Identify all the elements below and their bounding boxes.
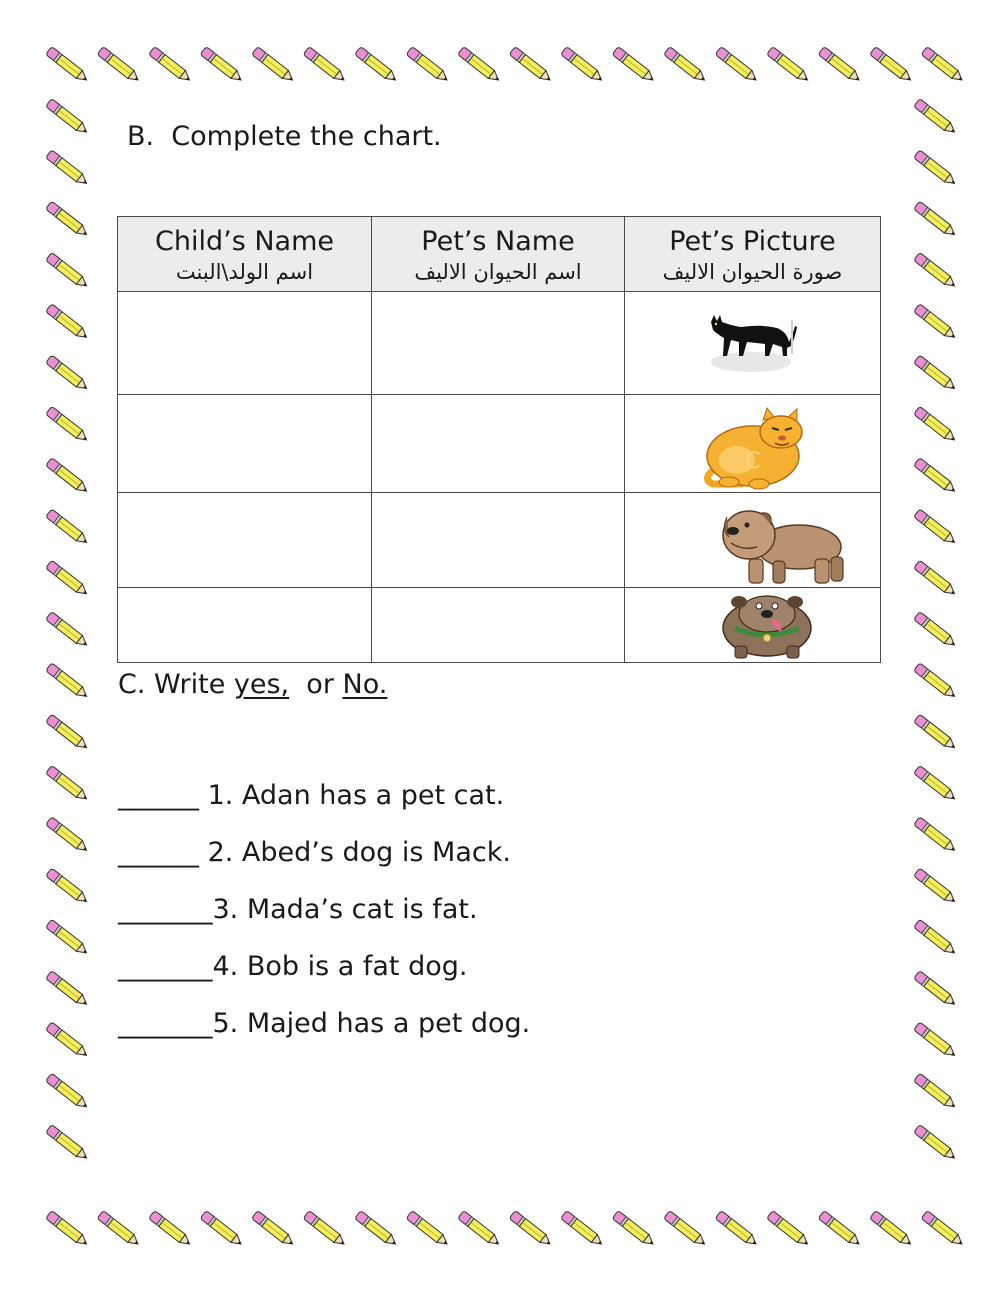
pencil-icon: [664, 1211, 708, 1248]
pencil-icon: [46, 714, 90, 751]
header-label: Child’s Name: [155, 226, 334, 257]
section-b-title: B. Complete the chart.: [127, 121, 442, 152]
pencil-icon: [914, 714, 958, 751]
pencil-icon: [914, 458, 958, 495]
chart-header-row: [118, 217, 881, 292]
header-label: Pet’s Name: [421, 226, 575, 257]
section-c-prefix: C. Write: [118, 669, 234, 700]
pencil-icon: [561, 47, 605, 84]
pet-name-cell[interactable]: [372, 292, 625, 395]
pencil-icon: [46, 150, 90, 187]
sentence-item[interactable]: _______5. Majed has a pet dog.: [118, 1008, 531, 1039]
header-pets-name: [372, 217, 625, 292]
pencil-icon: [664, 47, 708, 84]
pencil-icon: [46, 509, 90, 546]
pencil-icon: [870, 47, 914, 84]
pencil-icon: [46, 355, 90, 392]
pencil-icon: [46, 612, 90, 649]
pencil-icon: [612, 1211, 656, 1248]
pencil-icon: [914, 1073, 958, 1110]
pencil-icon: [921, 47, 965, 84]
pencil-icon: [200, 1211, 244, 1248]
pencil-icon: [46, 47, 90, 84]
sentence-list: [118, 780, 530, 1065]
pencil-icon: [149, 1211, 193, 1248]
child-name-cell[interactable]: [118, 588, 372, 663]
pencil-icon: [355, 1211, 399, 1248]
pencil-icon: [46, 868, 90, 905]
pencil-icon: [914, 817, 958, 854]
pencil-icon: [97, 47, 141, 84]
header-label-arabic: صورة الحيوان الاليف: [662, 260, 843, 284]
sentence-item[interactable]: ______ 2. Abed’s dog is Mack.: [118, 837, 511, 868]
pet-picture-cell: [625, 292, 881, 395]
pencil-icon: [914, 868, 958, 905]
bulldog-icon: [721, 507, 851, 589]
pencil-icon: [46, 971, 90, 1008]
chart-row: [118, 588, 881, 663]
pencil-icon: [252, 47, 296, 84]
svg-text:C: C: [745, 449, 761, 474]
pencil-icon: [46, 1022, 90, 1059]
pet-picture-cell: [625, 588, 881, 663]
pencil-icon: [715, 1211, 759, 1248]
pencil-icon: [46, 1125, 90, 1162]
pencil-icon: [46, 406, 90, 443]
pencil-icon: [914, 765, 958, 802]
pencil-icon: [509, 1211, 553, 1248]
child-name-cell[interactable]: [118, 292, 372, 395]
header-label-arabic: اسم الحيوان الاليف: [414, 260, 582, 284]
pencil-icon: [46, 663, 90, 700]
pencil-icon: [458, 47, 502, 84]
pencil-icon: [914, 971, 958, 1008]
pencil-icon: [767, 1211, 811, 1248]
pencil-icon: [303, 47, 347, 84]
pencil-icon: [870, 1211, 914, 1248]
pencil-icon: [914, 919, 958, 956]
pencil-icon: [406, 47, 450, 84]
child-name-cell[interactable]: [118, 395, 372, 493]
chart-row: [118, 493, 881, 588]
black-cat-icon: [703, 312, 801, 382]
pet-picture-cell: [625, 493, 881, 588]
sentence-item[interactable]: _______4. Bob is a fat dog.: [118, 951, 468, 982]
pencil-icon: [914, 406, 958, 443]
header-label-arabic: اسم الولد\البنت: [175, 260, 314, 284]
pencil-icon: [46, 458, 90, 495]
pencil-icon: [914, 150, 958, 187]
pencil-icon: [46, 99, 90, 136]
pencil-icon: [46, 919, 90, 956]
pencil-icon: [561, 1211, 605, 1248]
pencil-icon: [767, 47, 811, 84]
pencil-icon: [200, 47, 244, 84]
fat-bulldog-with-collar-icon: [721, 588, 813, 660]
sentence-item[interactable]: ______ 1. Adan has a pet cat.: [118, 780, 505, 811]
pencil-icon: [914, 509, 958, 546]
pencil-icon: [921, 1211, 965, 1248]
pencil-icon: [818, 1211, 862, 1248]
pencil-icon: [46, 201, 90, 238]
header-childs-name: [118, 217, 372, 292]
pencil-icon: [406, 1211, 450, 1248]
pet-picture-cell: [625, 395, 881, 493]
pencil-icon: [914, 560, 958, 597]
pencil-icon: [149, 47, 193, 84]
pencil-icon: [46, 817, 90, 854]
pencil-icon: [818, 47, 862, 84]
pencil-icon: [914, 252, 958, 289]
pet-name-cell[interactable]: [372, 395, 625, 493]
fat-orange-cat-icon: [701, 406, 813, 492]
pencil-icon: [355, 47, 399, 84]
header-pets-picture: [625, 217, 881, 292]
pencil-icon: [303, 1211, 347, 1248]
section-c-title: [118, 669, 387, 700]
child-name-cell[interactable]: [118, 493, 372, 588]
pencil-icon: [914, 304, 958, 341]
pet-chart: [117, 216, 881, 663]
pencil-icon: [914, 612, 958, 649]
pencil-icon: [612, 47, 656, 84]
pencil-icon: [46, 1073, 90, 1110]
pencil-icon: [46, 1211, 90, 1248]
sentence-item[interactable]: _______3. Mada’s cat is fat.: [118, 894, 478, 925]
pet-name-cell[interactable]: [372, 588, 625, 663]
pencil-icon: [46, 765, 90, 802]
pencil-icon: [715, 47, 759, 84]
pencil-icon: [914, 1022, 958, 1059]
option-yes: yes,: [233, 669, 290, 700]
chart-row: [118, 292, 881, 395]
pencil-icon: [914, 99, 958, 136]
pencil-icon: [97, 1211, 141, 1248]
pencil-icon: [914, 201, 958, 238]
pencil-icon: [914, 663, 958, 700]
pencil-icon: [509, 47, 553, 84]
pencil-icon: [914, 1125, 958, 1162]
pencil-icon: [252, 1211, 296, 1248]
pencil-icon: [46, 560, 90, 597]
option-no: No.: [342, 669, 388, 700]
section-c-middle: or: [289, 669, 343, 700]
pencil-icon: [46, 304, 90, 341]
header-label: Pet’s Picture: [669, 226, 836, 257]
pet-name-cell[interactable]: [372, 493, 625, 588]
pencil-icon: [914, 355, 958, 392]
pencil-icon: [458, 1211, 502, 1248]
chart-row: [118, 395, 881, 493]
pencil-icon: [46, 252, 90, 289]
